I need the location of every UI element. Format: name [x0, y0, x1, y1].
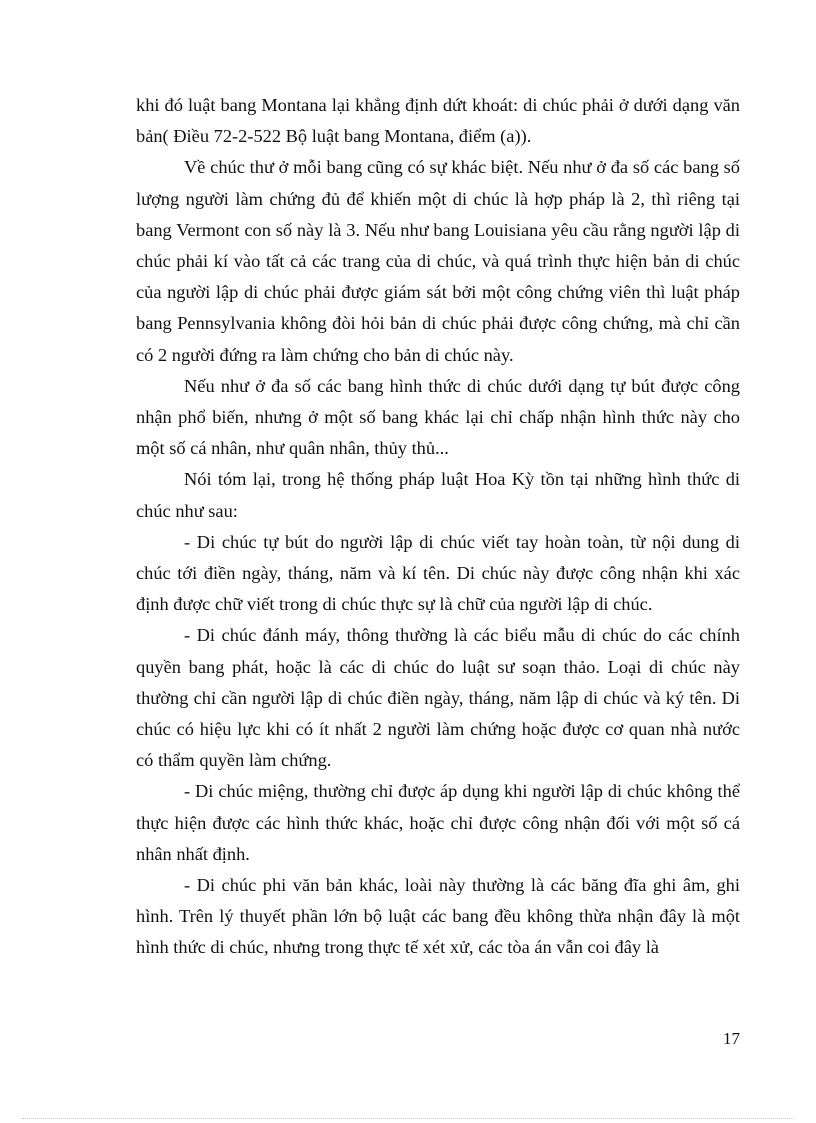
list-item-typed-will: - Di chúc đánh máy, thông thường là các biểu mẫu di chúc do các chính quyền bang phát, hoặc là các di chúc do luật sư soạn thảo. Loại di chúc này thường chỉ cần người lập di chúc điền ngày, tháng, năm lập di chúc và ký tên. Di chúc có hiệu lực khi có ít nhất 2 người làm chứng hoặc được cơ quan nhà nước có thẩm quyền làm chứng. — [136, 625, 740, 771]
paragraph-summary-intro: Nói tóm lại, trong hệ thống pháp luật Hoa Kỳ tồn tại những hình thức di chúc như sau: — [136, 469, 740, 521]
list-item-non-document-will: - Di chúc phi văn bản khác, loài này thường là các băng đĩa ghi âm, ghi hình. Trên lý thuyết phần lớn bộ luật các bang đều không thừa nhận đây là một hình thức di chúc, nhưng trong thực tế xét xử, các tòa án vẫn coi đây là — [136, 875, 740, 958]
page-number: 17 — [723, 1029, 740, 1048]
list-item-holographic-will: - Di chúc tự bút do người lập di chúc viết tay hoàn toàn, từ nội dung di chúc tới điền ngày, tháng, năm và kí tên. Di chúc này được công nhận khi xác định được chữ viết trong di chúc thực sự là chữ của người lập di chúc. — [136, 531, 740, 615]
list-item-oral-will: - Di chúc miệng, thường chỉ được áp dụng khi người lập di chúc không thể thực hiện được các hình thức khác, hoặc chỉ được công nhận đối với một số cá nhân nhất định. — [136, 781, 740, 864]
document-body — [136, 90, 740, 964]
page-bottom-divider — [22, 1118, 794, 1119]
paragraph-testament-differences: Về chúc thư ở mỗi bang cũng có sự khác biệt. Nếu như ở đa số các bang số lượng người làm chứng đủ để khiến một di chúc là hợp pháp là 2, thì riêng tại bang Vermont con số này là 3. Nếu như bang Louisiana yêu cầu rằng người lập di chúc phải kí vào tất cả các trang của di chúc, và quá trình thực hiện bản di chúc của người lập di chúc phải được giám sát bởi một công chứng viên thì luật pháp bang Pennsylvania không đòi hỏi bản di chúc phải được công chứng, mà chỉ cần có 2 người đứng ra làm chứng cho bản di chúc này. — [136, 157, 740, 365]
paragraph-holographic-recognition: Nếu như ở đa số các bang hình thức di chúc dưới dạng tự bút được công nhận phổ biến, nhưng ở một số bang khác lại chỉ chấp nhận hình thức này cho một số cá nhân, như quân nhân, thủy thủ... — [136, 375, 740, 459]
paragraph-continuation: khi đó luật bang Montana lại khẳng định dứt khoát: di chúc phải ở dưới dạng văn bản( Điều 72-2-522 Bộ luật bang Montana, điểm (a)). — [136, 95, 740, 147]
